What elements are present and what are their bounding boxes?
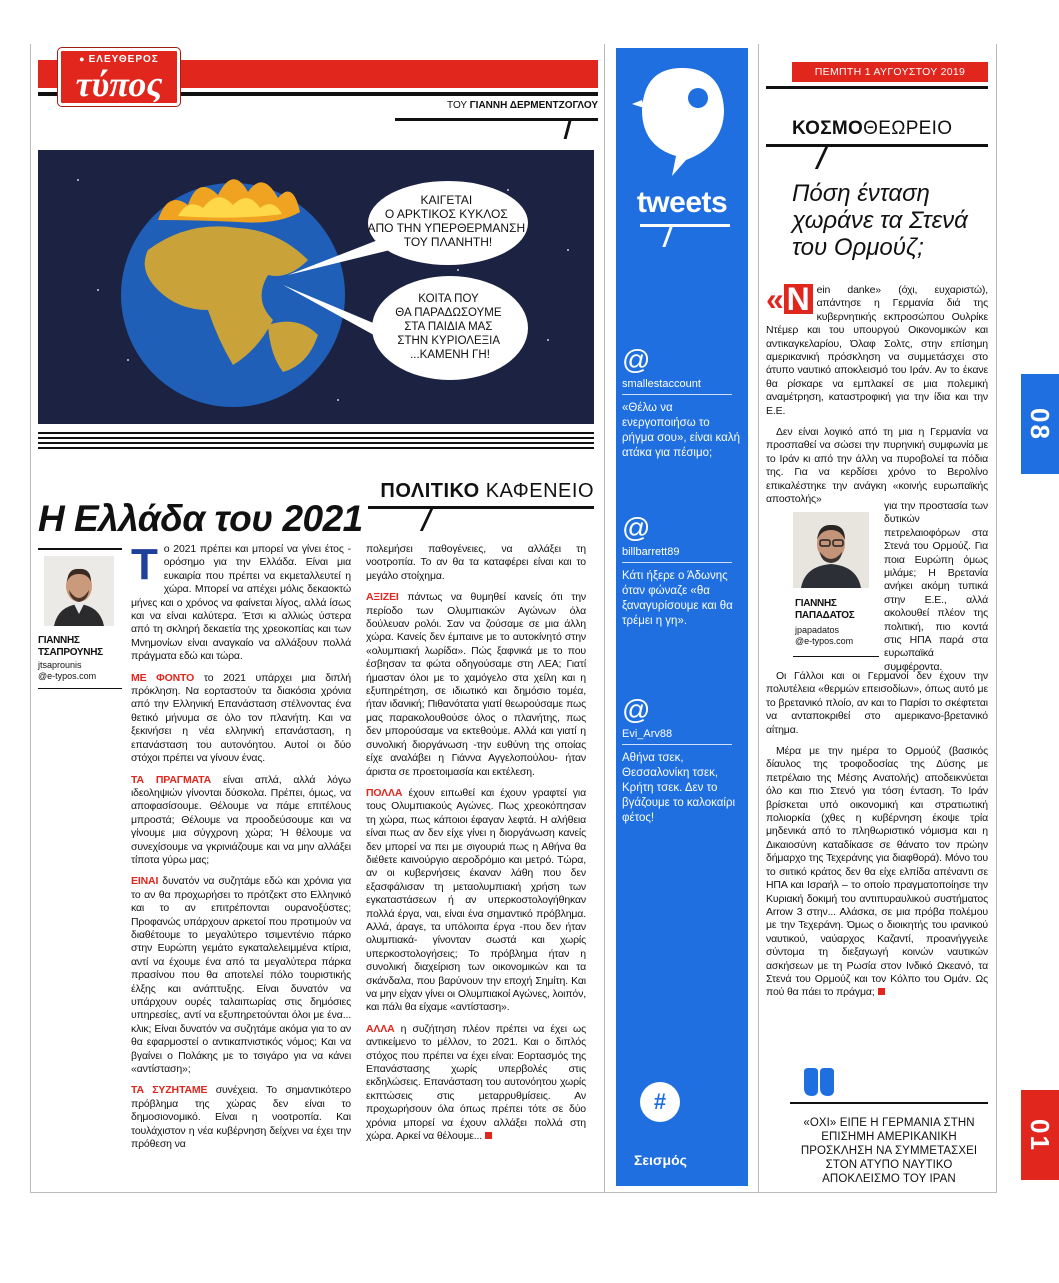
paragraph-text: πολεμήσει παθογένειες, να αλλάξει τη νοοτροπία. Το αν θα τα καταφέρει είναι και το μεγάλο στοίχημα. bbox=[366, 543, 586, 582]
at-icon: @ bbox=[622, 512, 651, 543]
right-article-column-narrow bbox=[884, 500, 988, 682]
bubble1-line: ΚΑΙΓΕΤΑΙ bbox=[420, 193, 473, 207]
hashtag-icon: # bbox=[640, 1082, 680, 1122]
tweets-title: tweets bbox=[636, 186, 728, 219]
article-headline: Η Ελλάδα του 2021 bbox=[38, 498, 363, 539]
section-title-kafeneio bbox=[368, 480, 594, 503]
cartoon-byline bbox=[380, 100, 598, 111]
paragraph-lead: ΑΛΛΑ bbox=[366, 1022, 395, 1035]
section-title-light: ΚΑΦΕΝΕΙΟ bbox=[485, 480, 594, 502]
paragraph-text: Μέρα με την ημέρα το Ορμούζ (βασικός δίαυλος της τροφοδοσίας της Δύσης με πετρέλαιο της Μέσης Ανατολής) αποδεικνύεται όλο και πιο Στενό για τόση ένταση. Το Ιράν βρίσκεται υπό οικονομική και στρατιωτική πολιορκία (χθες η κυβέρνηση έκοψε τρία μηδενικά από το πληθωριστικό νόμισμα και η Δικαιοσύνη καταδίκασε σε θάνατο τον πρώην δήμαρχο της Τεχεράνης για διαφθορά). Μόνο του το σιιτικό κράτος δεν θα είχε ελπίδα απέναντι σε ΗΠΑ και Ισραήλ – το οποίο πραγματοποίησε την Κυριακή δοκιμή του αντιπυραυλικού συστήματος Arrow 3 στην... Αλάσκα, σε μια πρόβα πολέμου με την Τεχεράνη. Όμως ο διοικητής του ιρανικού ναυτικού, ναύαρχος Καζαντί, προανήγγειλε σύντομα τη διεξαγωγή κοινών ναυτικών ασκήσεων με τη Ρωσία στον Ινδικό Ωκεανό, τα Στενά του Ορμούζ και τον Κόλπο του Ομάν. Ως πού θα πάει το πράγμα; bbox=[766, 745, 988, 999]
article-paragraph bbox=[766, 670, 988, 737]
byline-tick bbox=[564, 121, 572, 139]
article-paragraph bbox=[884, 500, 988, 674]
article-paragraph bbox=[131, 540, 351, 664]
tweet-text: Κάτι ήξερε ο Άδωνης όταν φώναζε «θα ξαναγυρίσουμε και θα τρέμει η γη». bbox=[622, 570, 733, 627]
page-number-tab: 01 bbox=[1021, 1090, 1059, 1180]
author-name bbox=[38, 635, 123, 659]
author-portrait-icon bbox=[44, 556, 114, 626]
author-handle-user: jtsaprounis bbox=[38, 660, 82, 670]
author-first-name: ΓΙΑΝΝΗΣ bbox=[38, 635, 80, 646]
dropcap-letter: N bbox=[784, 284, 813, 314]
article-column-1 bbox=[131, 540, 351, 1159]
tweet-divider bbox=[622, 394, 732, 395]
tweet-item bbox=[622, 512, 740, 629]
article-paragraph bbox=[131, 774, 351, 868]
section-rule bbox=[766, 144, 988, 147]
page-frame-divider bbox=[604, 44, 605, 1192]
logo-main-text: τύπος bbox=[75, 64, 163, 104]
paragraph-text: η συζήτηση πλέον πρέπει να έχει ως αντικείμενο το μέλλον, το 2021. Και ο διπλός στόχος που πρέπει να έχει είναι: Εορτασμός της Επανάστασης χωρίς υπερβολές στις εκδηλώσεις. Επανάσταση του αυτονόητου χωρίς εκπτώσεις στις μεταρρυθμίσεις. Αν προχωρήσουν όλα όπως πρέπει τότε σε δύο χρόνια μπορεί να έχουν αλλάξει πολλά στη χώρα. Αρκεί να θέλουμε... bbox=[366, 1022, 586, 1143]
tweet-handle[interactable]: smallestaccount bbox=[622, 378, 701, 390]
paragraph-lead: ΕΙΝΑΙ bbox=[131, 875, 159, 888]
byline-prefix: ΤΟΥ bbox=[447, 100, 467, 111]
author-handle-user: jpapadatos bbox=[795, 625, 840, 635]
author-box-rule bbox=[793, 656, 879, 657]
paragraph-text: δυνατόν να συζητάμε εδώ και χρόνια για το αν θα προχωρήσει το πρότζεκτ στο Ελληνικό και το αν επιτρέπονται ουρανοξύστες; Προφανώς υπάρχουν αρκετοί που προτιμούν να διαθέτουμε το μεγαλύτερο τσιμεντένιο πάρκο στην Ευρώπη γεμάτο εγκαταλελειμμένα κτίρια, αντί να έχουμε ένα από τα μεγαλύτερα πάρκα πρασίνου που θα αποτελεί πόλο τουριστικής έλξης και ανάπτυξης. Είναι δυνατόν να υπάρχουν ουρές ταλαιπωρίας στις δημόσιες υπηρεσίες, αντί να εξυπηρετούνται όλοι με ένα... κλικ; Είναι δυνατόν να συζητάμε ακόμα για το αν θα εφαρμοστεί ο αντικαπνιστικός νόμος; Και να βγαίνει ο Πολάκης με το τσιγάρο για να κάνει «αντίσταση»; bbox=[131, 875, 351, 1076]
section-title-light: ΘΕΩΡΕΙΟ bbox=[863, 118, 953, 139]
paragraph-lead: ΤΑ ΠΡΑΓΜΑΤΑ bbox=[131, 773, 212, 786]
author-photo bbox=[44, 556, 114, 626]
article-paragraph bbox=[766, 426, 988, 506]
bubble2-line: ...ΚΑΜΕΝΗ ΓΗ! bbox=[410, 349, 490, 361]
article-paragraph bbox=[766, 745, 988, 1000]
tweet-item bbox=[622, 344, 740, 461]
tweet-text: Αθήνα τσεκ, Θεσσαλονίκη τσεκ, Κρήτη τσεκ. Δεν το βγάζουμε το καλοκαίρι φέτος! bbox=[622, 752, 736, 824]
pullquote-text: «ΟΧΙ» ΕΙΠΕ Η ΓΕΡΜΑΝΙΑ ΣΤΗΝ ΕΠΙΣΗΜΗ ΑΜΕΡΙΚΑΝΙΚΗ ΠΡΟΣΚΛΗΣΗ ΝΑ ΣΥΜΜΕΤΑΣΧΕΙ ΣΤΟΝ ΑΤΥΠΟ ΝΑΥΤΙΚΟ ΑΠΟΚΛΕΙΣΜΟ ΤΟΥ ΙΡΑΝ bbox=[800, 1117, 978, 1185]
page-frame-bottom bbox=[30, 1192, 997, 1193]
section-rule bbox=[368, 506, 594, 509]
article-paragraph bbox=[131, 672, 351, 766]
article-paragraph bbox=[366, 787, 586, 1015]
right-author-name bbox=[795, 598, 885, 622]
author-handle-domain: @e-typos.com bbox=[38, 671, 97, 681]
tweet-handle[interactable]: Evi_Arv88 bbox=[622, 728, 673, 740]
section-tick bbox=[815, 147, 828, 169]
hashtag-label: Σεισμός bbox=[634, 1152, 687, 1168]
right-article-column-top bbox=[766, 281, 988, 515]
headline-rule bbox=[38, 548, 122, 550]
right-author-handle bbox=[795, 625, 885, 647]
right-article-headline: Πόση ένταση χωράνε τα Στενά του Ορμούζ; bbox=[792, 180, 968, 261]
issue-date: ΠΕΜΠΤΗ 1 ΑΥΓΟΥΣΤΟΥ 2019 bbox=[792, 62, 988, 82]
paragraph-text: ein danke» (όχι, ευχαριστώ), απάντησε η Γερμανία διά της κυβερνητικής εκπροσώπου Ουλρίκε Ντέμερ και του υπουργού Οικονομικών και αντικαγκελαρίου, Όλαφ Σολτς, στην επίσημη αμερικανική πρόσκληση να συμμετάσχει στο άτυπο ναυτικό αποκλεισμό του Ιράν. Αν το έκανε θα ρίσκαρε να εμπλακεί σε μια πολεμική αναμέτρηση, καταστροφική για την ίδια και την Ε.Ε. bbox=[766, 284, 988, 417]
byline-name: ΓΙΑΝΝΗ ΔΕΡΜΕΝΤΖΟΓΛΟΥ bbox=[469, 100, 598, 111]
pullquote-rule bbox=[790, 1102, 988, 1104]
paragraph-text: ο 2021 πρέπει και μπορεί να γίνει έτος - ορόσημο για την Ελλάδα. Είναι μια ευκαιρία που πρέπει να εκμεταλλευτεί η χώρα. Μπορεί να απέχει μόλις δεκαοκτώ μήνες και ο χρόνος να φαίνεται λίγος, αλλά ίσως και να είναι καλύτερα. Έτσι κι αλλιώς ύστερα από τη σκληρή δεκαετία της χρεοκοπίας και των Μνημονίων είναι αναγκαίο να αλλάξουν πολλά πράγματα εδώ και τώρα. bbox=[131, 543, 351, 663]
at-icon: @ bbox=[622, 694, 651, 725]
author-handle bbox=[38, 660, 123, 682]
author-box-rule bbox=[38, 688, 122, 689]
section-tick bbox=[420, 509, 433, 531]
page-number-tab: 08 bbox=[1021, 374, 1059, 474]
article-paragraph bbox=[366, 543, 586, 583]
article-paragraph bbox=[766, 281, 988, 418]
dropcap-quote: « bbox=[766, 281, 784, 317]
article-paragraph bbox=[366, 1023, 586, 1144]
end-mark-icon bbox=[485, 1132, 492, 1139]
paragraph-lead: ΠΟΛΛΑ bbox=[366, 786, 403, 799]
paragraph-text: πάντως να θυμηθεί κανείς ότι την περίοδο των Ολυμπιακών Αγώνων όλα δούλευαν ρολόι. Σαν να ζούσαμε σε μια άλλη χώρα. Κανείς δεν έμπαινε με το αυτοκίνητό στην «ολυμπιακή λωρίδα». Πώς ξαφνικά με το που έσβησαν τα φώτα οδηγούσαμε στη ΛΕΑ; Γιατί ήμασταν όλοι με το χαμόγελο στα χείλη και η εξυπηρέτηση, σε ιδιωτικό και δημόσιο τομέα, ήταν ιδανική; Πιθανότατα γιατί θεωρούσαμε πως μας παρακολουθούσε όλος ο πλανήτης, πως δεν μπορούσαμε να εκτεθούμε. Αλλά και γιατί η συνολική διοργάνωση -την ευθύνη της οποίας είχε αναλάβει η Γιάννα Αγγελοπούλου- ήταν άριστα σε προετοιμασία και εκτέλεση. bbox=[366, 591, 586, 778]
page-frame-right bbox=[996, 44, 997, 1192]
paragraph-text: είναι απλά, αλλά λόγω ιδεοληψιών γίνονται δύσκολα. Πρέπει, όμως, να αποφασίσουμε. Θέλουμε να πάμε επιτέλους μπροστά; Θέλουμε να προοδεύσουμε και να γίνουμε μια σύγχρονη χώρα; Ή θέλουμε να συνεχίσουμε να γκρινιάζουμε και να μην αλλάξει τίποτα γύρω μας; bbox=[131, 773, 351, 866]
article-paragraph bbox=[366, 591, 586, 779]
cartoon-bottom-rules bbox=[38, 432, 594, 452]
paragraph-text: συνέχεια. Το σημαντικότερο πρόβλημα της χώρας δεν είναι το δημοσιονομικό. Είναι η νοοτροπία. Και τουλάχιστον η νέα κυβέρνηση δείχνει να έχει την πρόθεση να bbox=[131, 1084, 351, 1151]
paragraph-text: το 2021 υπάρχει μια διπλή πρόκληση. Να εορταστούν τα διακόσια χρόνια από την Ελληνική Επανάσταση στέλνοντας ένα θετικό μήνυμα σε όλο τον πλανήτη. Και να ξεκινήσει η νέα ελληνική επανάσταση, η επανάσταση του αυτονόητου. Αυτοί οι δύο στόχοι πρέπει να γίνουν ένας. bbox=[131, 671, 351, 765]
tweet-text: «Θέλω να ενεργοποιήσω το ρήγμα σου», είναι καλή ατάκα για πέσιμο; bbox=[622, 402, 740, 459]
paragraph-lead: ΜΕ ΦΟΝΤΟ bbox=[131, 671, 195, 684]
section-title-bold: ΠΟΛΙΤΙΚΟ bbox=[380, 480, 480, 502]
paragraph-text: για την προστασία των δυτικών πετρελαιοφόρων στα Στενά του Ορμούζ. Για ποια Ευρώπη όμως μιλάμε; Η Βρετανία ανήκει ακόμη τυπικά στην Ε.Ε., αλλά ακολουθεί πλέον της πολιτική, πιο κοντά στις ΗΠΑ παρά στα ευρωπαϊκά συμφέροντα. bbox=[884, 500, 988, 673]
bubble2-line: ΣΤΗΝ ΚΥΡΙΟΛΕΞΙΑ bbox=[397, 335, 500, 347]
paragraph-lead: ΑΞΙΖΕΙ bbox=[366, 591, 399, 604]
logo-top-text: ● ΕΛΕΥΘΕΡΟΣ bbox=[61, 54, 177, 65]
article-dropcap: Τ bbox=[131, 540, 158, 589]
bubble1-line: Ο ΑΡΚΤΙΚΟΣ ΚΥΚΛΟΣ bbox=[384, 207, 508, 221]
bird-icon bbox=[632, 60, 732, 180]
author-handle-domain: @e-typos.com bbox=[795, 636, 854, 646]
author-last-name: ΠΑΠΑΔΑΤΟΣ bbox=[795, 610, 855, 621]
end-mark-icon bbox=[878, 988, 885, 995]
bubble2-line: ΚΟΙΤΑ ΠΟΥ bbox=[418, 293, 479, 305]
tweet-divider bbox=[622, 744, 732, 745]
paragraph-text: Δεν είναι λογικό από τη μια η Γερμανία να προσπαθεί να σώσει την πυρηνική συμφωνία με το Ιράν κι από την άλλη να πυροβολεί τα πόδια της. Για να κερδίσει χρόνο το Βερολίνο επικαλέστηκε την ανάγκη «κοινής ευρωπαϊκής αποστολής» bbox=[766, 426, 988, 506]
right-article-column-bottom bbox=[766, 670, 988, 1008]
bubble2-line: ΣΤΑ ΠΑΙΔΙΑ ΜΑΣ bbox=[404, 321, 493, 333]
right-author-photo bbox=[793, 512, 869, 588]
section-title-kosmotheoreio bbox=[792, 118, 988, 140]
bubble1-line: ΑΠΟ ΤΗΝ ΥΠΕΡΘΕΡΜΑΝΣΗ bbox=[367, 221, 526, 235]
at-icon: @ bbox=[622, 344, 651, 375]
tweet-divider bbox=[622, 562, 732, 563]
author-last-name: ΤΣΑΠΡΟΥΝΗΣ bbox=[38, 647, 103, 658]
article-paragraph bbox=[131, 1084, 351, 1151]
earth-cartoon-illustration bbox=[38, 150, 594, 424]
article-column-2 bbox=[366, 543, 586, 1151]
section-title-bold: ΚΟΣΜΟ bbox=[792, 118, 864, 139]
page-frame-divider bbox=[758, 44, 759, 1192]
date-rule bbox=[766, 86, 988, 89]
author-portrait-icon bbox=[793, 512, 869, 588]
editorial-cartoon bbox=[38, 150, 594, 424]
quote-mark-icon bbox=[802, 1068, 836, 1096]
bubble1-line: ΤΟΥ ΠΛΑΝΗΤΗ! bbox=[403, 235, 493, 249]
tweet-handle[interactable]: billbarrett89 bbox=[622, 546, 680, 558]
tweet-item bbox=[622, 694, 740, 826]
right-dropcap bbox=[766, 281, 813, 317]
paragraph-text: Οι Γάλλοι και οι Γερμανοί δεν έχουν την πολυτέλεια «θερμών επεισοδίων», όπως αυτό με το βρετανικό πλοίο, αν και το Παρίσι το σκέφτεται να ανταποκριθεί στο αμερικανο-βρετανικό αίτημα. bbox=[766, 670, 988, 736]
page-frame-left bbox=[30, 44, 31, 1192]
paragraph-lead: ΤΑ ΣΥΖΗΤΑΜΕ bbox=[131, 1084, 208, 1097]
tweets-rule bbox=[640, 224, 730, 227]
author-first-name: ΓΙΑΝΝΗΣ bbox=[795, 598, 837, 609]
paragraph-text: έχουν ειπωθεί και έχουν γραφτεί για τους Ολυμπιακούς Αγώνες. Πως χρεοκόπησαν τη χώρα, πως κάποιοι έφαγαν λεφτά. Η αλήθεια είναι πως αν δεν είχε γίνει η διοργάνωση κανείς δεν μπορεί να πει με σιγουριά πως η Αθήνα θα διέθετε καινούργιο αεροδρόμιο και μετρό. Τώρα, αν οι κυβερνήσεις έκαναν λάθη που δεν εξασφάλισαν τη μεταολυμπιακή χρήση των εγκαταστάσεων ή αν υπερκοστολογήθηκαν πολλά έργα, ναι, είναι ένα σημαντικό πρόβλημα. Αλλά, άραγε, τα υπόλοιπα έργα -που δεν ήταν ολυμπιακά- γίνονταν σωστά και χωρίς υπερκοστολογήσεις; Το πρόβλημα ήταν η συνολική διαχείριση των οικονομικών και τα σκάνδαλα, που βαρύνουν την εποχή Σημίτη. Και να μην είχαν γίνει οι Ολυμπιακοί Αγώνες, λοιπόν, και πάλι θα είχαμε «αντίσταση». bbox=[366, 786, 586, 1014]
article-paragraph bbox=[131, 875, 351, 1076]
newspaper-logo bbox=[58, 48, 180, 106]
bubble2-line: ΘΑ ΠΑΡΑΔΩΣΟΥΜΕ bbox=[395, 307, 502, 319]
